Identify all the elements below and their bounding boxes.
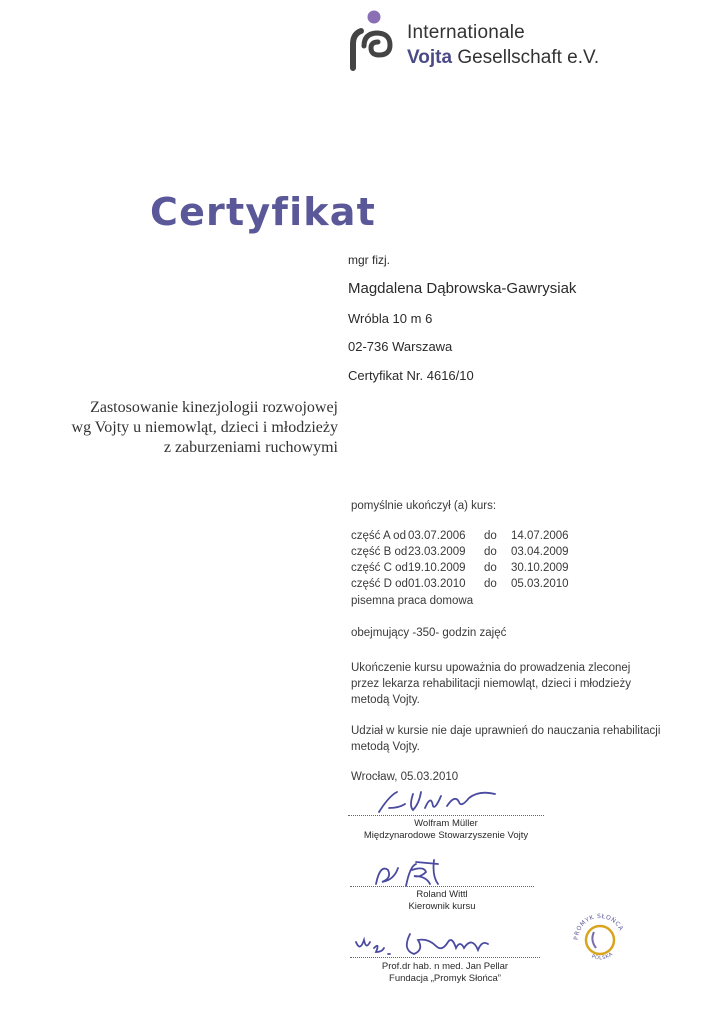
hours-text: obejmujący -350- godzin zajęć [351,627,507,639]
promyk-slonca-seal-icon [568,908,632,972]
course-title-line: wg Vojty u niemowląt, dzieci i młodzieży [71,419,338,436]
signature-pellar-icon [352,926,512,960]
part-end-date: 05.03.2010 [511,578,569,590]
org-name-line1: Internationale [407,22,525,43]
course-title-line: z zaburzeniami ruchowymi [163,439,338,456]
part-from-date: 01.03.2010 [408,578,466,590]
signature-line [348,815,544,816]
homework-text: pisemna praca domowa [351,595,474,607]
certificate-title: Certyfikat [150,190,376,234]
part-to-word: do [484,578,497,590]
course-title [72,398,338,458]
part-end-date: 30.10.2009 [511,562,569,574]
part-end-date: 14.07.2006 [511,530,569,542]
signatory-role: Międzynarodowe Stowarzyszenie Vojty [363,830,529,841]
no-rights-line: metodą Vojty. [351,741,420,753]
signatory-role: Kierownik kursu [408,901,476,912]
part-from-date: 19.10.2009 [408,562,466,574]
part-end-date: 03.04.2009 [511,546,569,558]
seal-bottom-text: POLSKA [590,951,615,962]
completed-text: pomyślnie ukończył (a) kurs: [351,500,497,512]
signatory-role: Fundacja „Promyk Słońca” [389,973,501,984]
signature-mueller-icon [375,786,515,818]
part-to-word: do [484,546,497,558]
part-label: część B od [351,546,408,558]
certificate-number: Certyfikat Nr. 4616/10 [348,368,474,383]
part-from-date: 23.03.2009 [408,546,466,558]
signature-wittl-icon [368,856,468,890]
signature-line [350,957,540,958]
no-rights-line: Udział w kursie nie daje uprawnień do nauczania rehabilitacji [351,725,661,737]
part-label: część C od [351,562,408,574]
signatory-name: Prof.dr hab. n med. Jan Pellar [381,961,509,972]
org-name-vojta: Vojta [407,47,453,68]
signatory-name: Roland Wittl [416,889,468,900]
authorization-text [351,660,631,708]
signatory-name: Wolfram Müller [414,818,478,829]
part-from-date: 03.07.2006 [408,530,466,542]
recipient-city: 02-736 Warszawa [348,339,453,354]
no-rights-text [351,723,660,755]
seal-top-text: PROMYK SŁOŃCA [572,912,625,941]
recipient-street: Wróbla 10 m 6 [348,311,433,326]
vojta-logo-icon [347,8,397,72]
place-date: Wrocław, 05.03.2010 [351,771,459,783]
recipient-name: Magdalena Dąbrowska-Gawrysiak [348,280,577,297]
org-name-rest: Gesellschaft e.V. [452,47,600,68]
authorization-line: przez lekarza rehabilitacji niemowląt, dzieci i młodzieży [351,678,631,690]
signature-line [350,886,534,887]
org-name-line2 [407,47,599,69]
part-label: część A od [351,530,406,542]
part-label: część D od [351,578,408,590]
part-to-word: do [484,562,497,574]
part-to-word: do [484,530,497,542]
course-title-line: Zastosowanie kinezjologii rozwojowej [90,399,338,416]
authorization-line: metodą Vojty. [351,694,420,706]
authorization-line: Ukończenie kursu upoważnia do prowadzenia zleconej [351,662,631,674]
recipient-prefix: mgr fizj. [348,253,390,267]
